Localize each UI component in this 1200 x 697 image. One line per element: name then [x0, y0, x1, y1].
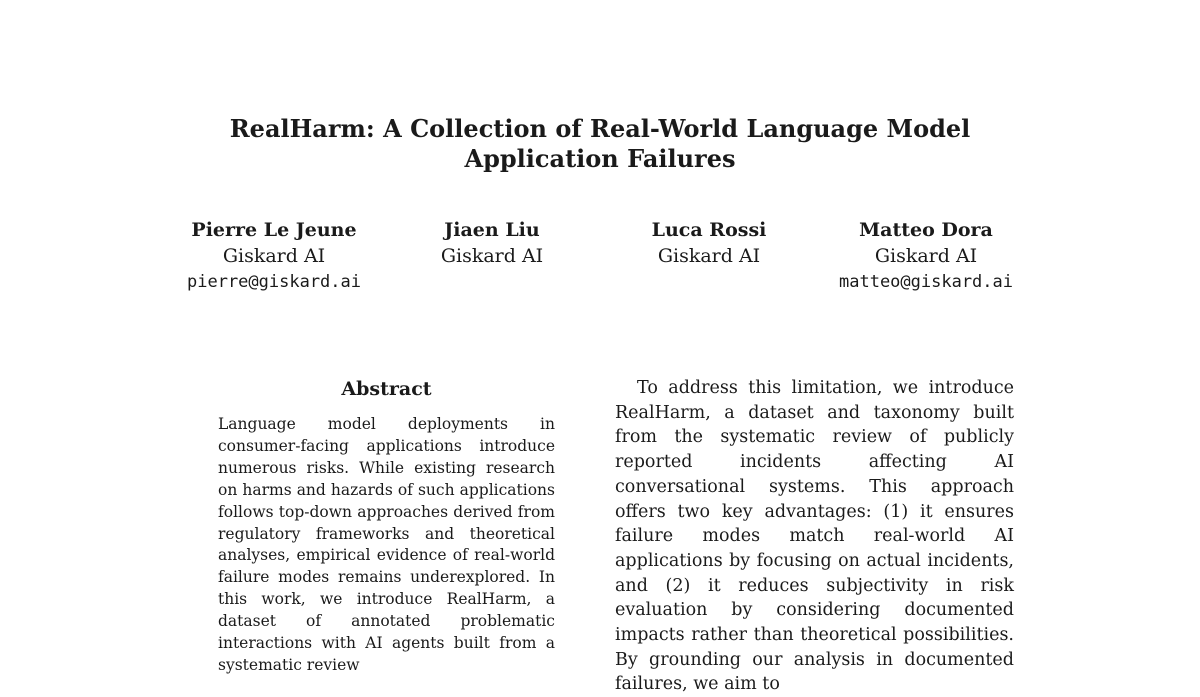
- author-affiliation: Giskard AI: [657, 245, 761, 267]
- introduction-paragraph: To address this limitation, we introduce RealHarm, a dataset and taxonomy built from the systematic review of publicly reported incidents affecting AI conversational systems. This approach offers two key advantages: (1) it ensures failure modes match real-world AI applications by focusing on actual incidents, and (2) it reduces subjectivity in risk evaluation by considering documented impacts rather than theoretical possibilities. By grounding our analysis in documented failures, we aim to: [615, 378, 1014, 695]
- author-affiliation: Giskard AI: [874, 245, 978, 267]
- abstract-heading: Abstract: [341, 378, 432, 400]
- author-block-4: [826, 217, 1026, 295]
- author-affiliation: Giskard AI: [440, 245, 544, 267]
- author-name: Jiaen Liu: [444, 219, 540, 241]
- author-name: Matteo Dora: [859, 219, 993, 241]
- paper-title: [0, 114, 1200, 174]
- author-block-2: [392, 217, 592, 269]
- author-email: pierre@giskard.ai: [187, 272, 361, 292]
- author-block-1: [174, 217, 374, 295]
- paper-title-line-1: RealHarm: A Collection of Real-World Language Model: [229, 114, 971, 143]
- author-name: Pierre Le Jeune: [191, 219, 357, 241]
- author-email: matteo@giskard.ai: [839, 272, 1013, 292]
- author-affiliation: Giskard AI: [222, 245, 326, 267]
- author-block-3: [609, 217, 809, 269]
- author-name: Luca Rossi: [651, 219, 767, 241]
- abstract-text: Language model deployments in consumer-facing applications introduce numerous risks. While existing research on harms and hazards of such applications follows top-down approaches derived from regulatory frameworks and theoretical analyses, empirical evidence of real-world failure modes remains underexplored. In this work, we introduce RealHarm, a dataset of annotated problematic interactions with AI agents built from a systematic review: [218, 415, 555, 674]
- paper-title-line-2: Application Failures: [464, 144, 736, 173]
